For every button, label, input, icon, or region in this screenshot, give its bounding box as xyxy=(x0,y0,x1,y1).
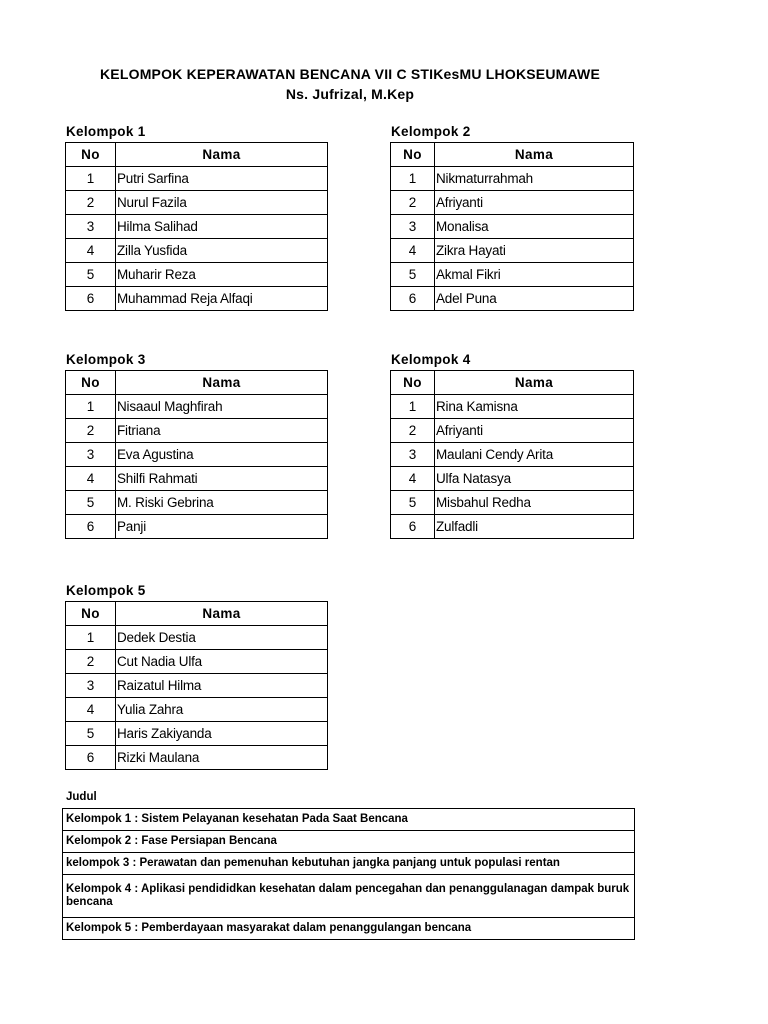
member-name: M. Riski Gebrina xyxy=(116,491,328,515)
col-header-nama: Nama xyxy=(116,143,328,167)
row-number: 2 xyxy=(66,419,116,443)
row-number: 3 xyxy=(66,443,116,467)
member-name: Zikra Hayati xyxy=(435,239,634,263)
row-number: 4 xyxy=(66,467,116,491)
row-number: 6 xyxy=(391,515,435,539)
table-row xyxy=(391,191,634,215)
row-number: 5 xyxy=(391,491,435,515)
table-row xyxy=(66,626,328,650)
row-number: 4 xyxy=(66,698,116,722)
member-name: Panji xyxy=(116,515,328,539)
row-number: 4 xyxy=(66,239,116,263)
judul-label: Judul xyxy=(66,791,97,803)
row-number: 2 xyxy=(391,191,435,215)
member-name: Yulia Zahra xyxy=(116,698,328,722)
judul-table xyxy=(62,808,635,940)
table-row xyxy=(66,515,328,539)
group-label: Kelompok 5 xyxy=(66,583,146,598)
member-name: Akmal Fikri xyxy=(435,263,634,287)
member-name: Muhammad Reja Alfaqi xyxy=(116,287,328,311)
table-row xyxy=(391,395,634,419)
row-number: 6 xyxy=(66,746,116,770)
table-row xyxy=(391,215,634,239)
table-row xyxy=(391,467,634,491)
group-label: Kelompok 4 xyxy=(391,352,471,367)
table-row xyxy=(66,674,328,698)
document-title: KELOMPOK KEPERAWATAN BENCANA VII C STIKesMU LHOKSEUMAWE xyxy=(100,66,600,82)
member-name: Afriyanti xyxy=(435,419,634,443)
row-number: 5 xyxy=(66,722,116,746)
row-number: 5 xyxy=(66,491,116,515)
table-row xyxy=(66,215,328,239)
member-name: Putri Sarfina xyxy=(116,167,328,191)
member-name: Dedek Destia xyxy=(116,626,328,650)
row-number: 2 xyxy=(391,419,435,443)
judul-row xyxy=(63,809,635,831)
table-row xyxy=(391,263,634,287)
header-row xyxy=(391,371,634,395)
row-number: 4 xyxy=(391,239,435,263)
table-row xyxy=(391,491,634,515)
member-name: Hilma Salihad xyxy=(116,215,328,239)
member-name: Nisaaul Maghfirah xyxy=(116,395,328,419)
judul-item: Kelompok 2 : Fase Persiapan Bencana xyxy=(63,831,635,853)
table-row xyxy=(391,515,634,539)
document-subtitle: Ns. Jufrizal, M.Kep xyxy=(285,86,415,102)
table-row xyxy=(66,650,328,674)
table-row xyxy=(66,746,328,770)
member-name: Zulfadli xyxy=(435,515,634,539)
member-name: Shilfi Rahmati xyxy=(116,467,328,491)
col-header-nama: Nama xyxy=(116,371,328,395)
row-number: 5 xyxy=(66,263,116,287)
table-row xyxy=(66,419,328,443)
table-row xyxy=(66,263,328,287)
row-number: 1 xyxy=(391,167,435,191)
row-number: 6 xyxy=(66,287,116,311)
member-name: Raizatul Hilma xyxy=(116,674,328,698)
judul-item: Kelompok 1 : Sistem Pelayanan kesehatan Pada Saat Bencana xyxy=(63,809,635,831)
table-row xyxy=(66,491,328,515)
row-number: 6 xyxy=(391,287,435,311)
row-number: 3 xyxy=(391,443,435,467)
member-name: Monalisa xyxy=(435,215,634,239)
table-row xyxy=(391,419,634,443)
judul-item: kelompok 3 : Perawatan dan pemenuhan kebutuhan jangka panjang untuk populasi rentan xyxy=(63,853,635,875)
col-header-nama: Nama xyxy=(435,371,634,395)
member-name: Ulfa Natasya xyxy=(435,467,634,491)
table-row xyxy=(391,167,634,191)
group-label: Kelompok 2 xyxy=(391,124,471,139)
member-name: Rina Kamisna xyxy=(435,395,634,419)
col-header-no: No xyxy=(391,143,435,167)
group-label: Kelompok 3 xyxy=(66,352,146,367)
member-name: Rizki Maulana xyxy=(116,746,328,770)
group-table xyxy=(65,370,328,539)
group-table xyxy=(390,370,634,539)
col-header-no: No xyxy=(66,143,116,167)
judul-row xyxy=(63,875,635,918)
row-number: 6 xyxy=(66,515,116,539)
row-number: 3 xyxy=(66,674,116,698)
judul-item: Kelompok 5 : Pemberdayaan masyarakat dalam penanggulangan bencana xyxy=(63,918,635,940)
judul-row xyxy=(63,853,635,875)
group-label: Kelompok 1 xyxy=(66,124,146,139)
col-header-no: No xyxy=(66,602,116,626)
row-number: 3 xyxy=(391,215,435,239)
table-row xyxy=(66,167,328,191)
row-number: 1 xyxy=(66,395,116,419)
table-row xyxy=(66,722,328,746)
row-number: 3 xyxy=(66,215,116,239)
group-table xyxy=(65,601,328,770)
member-name: Nikmaturrahmah xyxy=(435,167,634,191)
group-table xyxy=(65,142,328,311)
row-number: 1 xyxy=(391,395,435,419)
table-row xyxy=(66,443,328,467)
table-row xyxy=(66,467,328,491)
table-row xyxy=(66,191,328,215)
table-row xyxy=(66,239,328,263)
judul-row xyxy=(63,831,635,853)
col-header-no: No xyxy=(391,371,435,395)
row-number: 5 xyxy=(391,263,435,287)
table-row xyxy=(391,239,634,263)
table-row xyxy=(66,287,328,311)
member-name: Muharir Reza xyxy=(116,263,328,287)
member-name: Misbahul Redha xyxy=(435,491,634,515)
table-row xyxy=(66,395,328,419)
member-name: Nurul Fazila xyxy=(116,191,328,215)
judul-item: Kelompok 4 : Aplikasi pendididkan kesehatan dalam pencegahan dan penanggulanagan dampak buruk bencana xyxy=(63,875,635,918)
row-number: 4 xyxy=(391,467,435,491)
table-row xyxy=(391,443,634,467)
member-name: Fitriana xyxy=(116,419,328,443)
member-name: Maulani Cendy Arita xyxy=(435,443,634,467)
header-row xyxy=(66,371,328,395)
member-name: Haris Zakiyanda xyxy=(116,722,328,746)
table-row xyxy=(391,287,634,311)
member-name: Eva Agustina xyxy=(116,443,328,467)
member-name: Cut Nadia Ulfa xyxy=(116,650,328,674)
row-number: 1 xyxy=(66,626,116,650)
header-row xyxy=(66,143,328,167)
header-row xyxy=(66,602,328,626)
judul-row xyxy=(63,918,635,940)
row-number: 2 xyxy=(66,191,116,215)
table-row xyxy=(66,698,328,722)
col-header-nama: Nama xyxy=(116,602,328,626)
col-header-nama: Nama xyxy=(435,143,634,167)
row-number: 2 xyxy=(66,650,116,674)
row-number: 1 xyxy=(66,167,116,191)
member-name: Adel Puna xyxy=(435,287,634,311)
header-row xyxy=(391,143,634,167)
member-name: Zilla Yusfida xyxy=(116,239,328,263)
col-header-no: No xyxy=(66,371,116,395)
group-table xyxy=(390,142,634,311)
member-name: Afriyanti xyxy=(435,191,634,215)
